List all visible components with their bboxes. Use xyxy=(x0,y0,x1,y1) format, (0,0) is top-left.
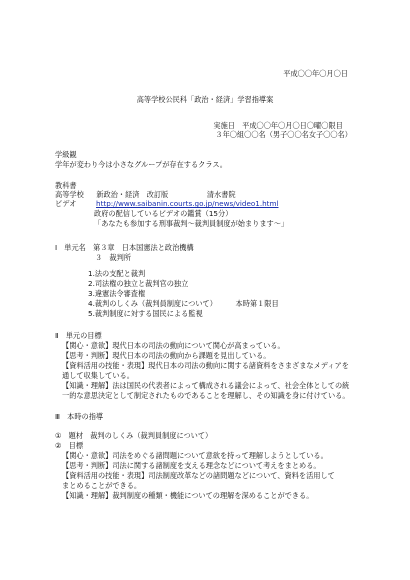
document-title: 高等学校公民科「政治・経済」学習指導案 xyxy=(136,95,274,104)
objective-line: 【資料活用の技能・表現】司法制度改革などの諸問題などについて、資料を活用して xyxy=(62,471,335,480)
current-period: 本時第１限目 xyxy=(235,299,279,308)
lesson-topic: ① 題材 裁判のしくみ（裁判員制度について） xyxy=(55,431,213,440)
video-row xyxy=(55,199,279,208)
class-info: ３年〇組〇〇名（男子〇〇名女子〇〇名） xyxy=(215,130,352,139)
goal-line: 【知識・理解】法は国民の代表者によって構成される議会によって、社会全体としての統 xyxy=(62,381,350,390)
document-date: 平成〇〇年〇月〇日 xyxy=(283,69,348,78)
objective-line: 【関心・意欲】司法をめぐる諸問題について意欲を持って理解しようとしている。 xyxy=(62,451,328,460)
video-link[interactable]: http://www.saibanin.courts.go.jp/news/video1.html xyxy=(96,199,279,208)
lesson-meta xyxy=(213,121,352,139)
textbook-publisher: 清水書院 xyxy=(206,190,236,199)
goal-line: 【資料活用の技能・表現】現代日本の司法の動向に関する諸資料をさまざまなメディアを xyxy=(62,361,349,370)
unit-item: 5.裁判制度に対する国民による監視 xyxy=(88,309,203,318)
textbook-label: 高等学校 xyxy=(55,190,84,199)
objective-line: 【思考・判断】司法に関する諸制度を支える理念などについて考えをまとめる。 xyxy=(62,461,321,470)
implementation-date: 実施日 平成〇〇年〇月〇日〇曜〇限目 xyxy=(213,121,343,130)
goal-line: 通して収集している。 xyxy=(62,371,134,380)
materials-heading: 教科書 xyxy=(55,181,77,190)
lesson-objective-heading: ② 目標 xyxy=(55,441,84,450)
unit-item: 1.法の支配と裁判 xyxy=(88,269,146,278)
goal-line: 一的な意思決定として制定されたものであることを理解し、その知識を身に付けている。 xyxy=(62,391,350,400)
goals-heading: Ⅱ 単元の目標 xyxy=(55,331,102,340)
class-view-text: 学年が変わり今は小さなグループが存在するクラス。 xyxy=(55,160,227,169)
class-view-heading: 学級観 xyxy=(55,150,77,159)
objective-line: まとめることができる。 xyxy=(62,481,142,490)
video-label: ビデオ xyxy=(55,199,77,208)
goal-line: 【思考・判断】現代日本の司法の動向から課題を見出している。 xyxy=(62,351,271,360)
unit-item: 3.違憲法令審査権 xyxy=(88,289,146,298)
video-description: 政府の配信しているビデオの鑑賞（15分） xyxy=(94,209,233,218)
objective-line: 【知識・理解】裁判制度の種類・機能についての理解を深めることができる。 xyxy=(62,491,314,500)
unit-item: 2.司法権の独立と裁判官の独立 xyxy=(88,279,189,288)
unit-item xyxy=(88,299,279,308)
textbook-name: 新政治・経済 改訂版 xyxy=(96,190,169,199)
unit-subheading: ３ 裁判所 xyxy=(95,253,131,262)
textbook-row xyxy=(55,190,236,199)
video-title: 「あなたも参加する刑事裁判～裁判員制度が始まります～」 xyxy=(94,219,289,228)
lesson-heading: Ⅲ 本時の指導 xyxy=(55,412,104,421)
unit-item-text: 4.裁判のしくみ（裁判員制度について） xyxy=(88,299,217,308)
unit-heading: Ⅰ 単元名 第３章 日本国憲法と政治機構 xyxy=(55,243,194,252)
goal-line: 【関心・意欲】現代日本の司法の動向について関心が高まっている。 xyxy=(62,341,285,350)
